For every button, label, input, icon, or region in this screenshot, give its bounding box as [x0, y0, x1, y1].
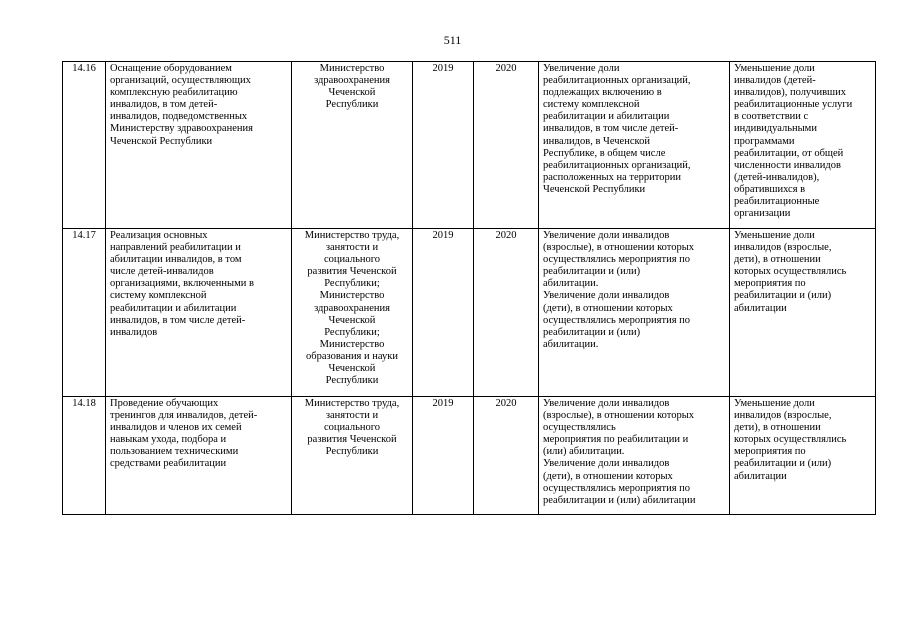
responsible-executor [292, 229, 413, 397]
table-row [63, 62, 876, 229]
activity-title-line: Министерству здравоохранения [110, 123, 253, 135]
table-body [63, 62, 876, 515]
target-indicator-line: абилитации [734, 470, 787, 482]
responsible-executor-line: занятости и [325, 410, 379, 422]
target-indicator-line: реабилитации и (или) [734, 290, 832, 302]
activity-title-line: организаций, осуществляющих [110, 75, 251, 87]
responsible-executor-line: Министерство труда, [304, 230, 400, 241]
activity-title-line: абилитации инвалидов, в том [110, 254, 242, 266]
expected-result [539, 229, 730, 397]
responsible-executor-line: социального [323, 254, 381, 266]
activity-title-line: Проведение обучающих [110, 398, 219, 409]
expected-result-line: реабилитационных организаций, [543, 159, 691, 171]
target-indicator-line: инвалидов (взрослые, [734, 242, 832, 254]
expected-result-line: подлежащих включению в [543, 87, 662, 99]
target-indicator [730, 229, 876, 397]
expected-result-line: реабилитации и абилитации [543, 111, 670, 123]
expected-result-line: систему комплексной [543, 99, 640, 111]
target-indicator-line: реабилитационные услуги [734, 99, 853, 111]
expected-result-line: осуществлялись мероприятия по [543, 482, 691, 494]
responsible-executor-line: Республики; [324, 278, 380, 290]
target-indicator-line: инвалидов), получивших [734, 87, 846, 99]
responsible-executor-line: Чеченской [328, 87, 376, 99]
responsible-executor-line: занятости и [325, 242, 379, 254]
activity-title-line: инвалидов [110, 326, 158, 338]
responsible-executor-line: Министерство [319, 63, 385, 74]
target-indicator-line: Уменьшение доли [734, 398, 815, 409]
responsible-executor-line: развития Чеченской [307, 266, 397, 278]
start-year: 2019 [413, 62, 474, 229]
target-indicator [730, 62, 876, 229]
expected-result-line: инвалидов, в Чеченской [543, 135, 650, 147]
target-indicator-line: обратившихся в [734, 183, 806, 195]
target-indicator-line: в соответствии с [734, 111, 809, 123]
target-indicator-line: мероприятия по [734, 446, 806, 458]
responsible-executor-line: Чеченской [328, 363, 376, 375]
expected-result [539, 62, 730, 229]
responsible-executor-line: Чеченской [328, 314, 376, 326]
expected-result-line: реабилитационных организаций, [543, 75, 691, 87]
target-indicator-line: реабилитации, от общей [734, 147, 844, 159]
program-activities-table [62, 61, 876, 515]
target-indicator-line: дети), в отношении [734, 254, 821, 266]
responsible-executor-line: образования и науки [306, 350, 398, 362]
responsible-executor-line: развития Чеченской [307, 434, 397, 446]
item-number: 14.17 [63, 229, 106, 397]
responsible-executor-line: Министерство [319, 338, 385, 350]
expected-result-line: Увеличение доли [543, 63, 620, 74]
expected-result-line: Увеличение доли инвалидов [543, 230, 670, 241]
expected-result-line: осуществлялись мероприятия по [543, 254, 691, 266]
target-indicator-line: Уменьшение доли [734, 230, 815, 241]
target-indicator-line: (детей-инвалидов), [734, 171, 820, 183]
end-year: 2020 [474, 62, 539, 229]
target-indicator-line: индивидуальными [734, 123, 817, 135]
activity-title-line: инвалидов и членов их семей [110, 422, 242, 434]
target-indicator-line: организации [734, 208, 791, 220]
activity-title-line: реабилитации и абилитации [110, 302, 237, 314]
activity-title-line: Реализация основных [110, 230, 208, 241]
expected-result-line: реабилитации и (или) [543, 266, 641, 278]
target-indicator-line: которых осуществлялись [734, 434, 847, 446]
responsible-executor-line: здравоохранения [314, 302, 390, 314]
expected-result-line: мероприятия по реабилитации и [543, 434, 689, 446]
expected-result-line: реабилитации и (или) абилитации [543, 494, 696, 506]
responsible-executor [292, 397, 413, 515]
activity-title-line: навыкам ухода, подбора и [110, 434, 227, 446]
activity-title-line: Чеченской Республики [110, 135, 213, 147]
item-number: 14.16 [63, 62, 106, 229]
table-row [63, 229, 876, 397]
start-year: 2019 [413, 229, 474, 397]
target-indicator-line: реабилитации и (или) [734, 458, 832, 470]
responsible-executor-line: Министерство труда, [304, 398, 400, 409]
activity-title-line: Оснащение оборудованием [110, 63, 232, 74]
target-indicator-line: программами [734, 135, 795, 147]
expected-result-line: осуществлялись мероприятия по [543, 314, 691, 326]
expected-result-line: (дети), в отношении которых [543, 302, 673, 314]
activity-title-line: организациями, включенными в [110, 278, 254, 290]
activity-title-line: средствами реабилитации [110, 458, 227, 470]
expected-result-line: осуществлялись [543, 422, 616, 434]
end-year: 2020 [474, 229, 539, 397]
expected-result-line: Увеличение доли инвалидов [543, 398, 670, 409]
target-indicator-line: дети), в отношении [734, 422, 821, 434]
target-indicator-line: численности инвалидов [734, 159, 841, 171]
target-indicator-line: инвалидов (взрослые, [734, 410, 832, 422]
responsible-executor-line: Министерство [319, 290, 385, 302]
target-indicator-line: мероприятия по [734, 278, 806, 290]
target-indicator-line: абилитации [734, 302, 787, 314]
responsible-executor-line: Республики [325, 99, 379, 111]
activity-title-line: пользованием техническими [110, 446, 239, 458]
activity-title [106, 229, 292, 397]
responsible-executor [292, 62, 413, 229]
activity-title-line: инвалидов, подведомственных [110, 111, 248, 123]
expected-result-line: абилитации. [543, 338, 599, 350]
responsible-executor-line: Республики [325, 375, 379, 387]
responsible-executor-line: здравоохранения [314, 75, 390, 87]
target-indicator-line: инвалидов (детей- [734, 75, 816, 87]
activity-title-line: направлений реабилитации и [110, 242, 241, 254]
target-indicator-line: Уменьшение доли [734, 63, 815, 74]
expected-result-line: Республике, в общем числе [543, 147, 666, 159]
activity-title-line: инвалидов, в том детей- [110, 99, 218, 111]
target-indicator-line: которых осуществлялись [734, 266, 847, 278]
expected-result [539, 397, 730, 515]
page-number: 511 [443, 33, 462, 47]
activity-title-line: тренингов для инвалидов, детей- [110, 410, 258, 422]
start-year: 2019 [413, 397, 474, 515]
responsible-executor-line: Республики; [324, 326, 380, 338]
target-indicator-line: реабилитационные [734, 196, 820, 208]
responsible-executor-line: Республики [325, 446, 379, 458]
expected-result-line: Чеченской Республики [543, 183, 646, 195]
expected-result-line: Увеличение доли инвалидов [543, 290, 670, 302]
activity-title [106, 62, 292, 229]
activity-title-line: числе детей-инвалидов [110, 266, 214, 278]
activity-title-line: инвалидов, в том числе детей- [110, 314, 246, 326]
expected-result-line: (или) абилитации. [543, 446, 625, 458]
table-row [63, 397, 876, 515]
target-indicator [730, 397, 876, 515]
expected-result-line: (взрослые), в отношении которых [543, 242, 695, 254]
expected-result-line: инвалидов, в том числе детей- [543, 123, 679, 135]
expected-result-line: абилитации. [543, 278, 599, 290]
activity-title-line: систему комплексной [110, 290, 207, 302]
expected-result-line: (взрослые), в отношении которых [543, 410, 695, 422]
expected-result-line: Увеличение доли инвалидов [543, 458, 670, 470]
expected-result-line: реабилитации и (или) [543, 326, 641, 338]
responsible-executor-line: социального [323, 422, 381, 434]
item-number: 14.18 [63, 397, 106, 515]
activity-title [106, 397, 292, 515]
activity-title-line: комплексную реабилитацию [110, 87, 238, 99]
expected-result-line: (дети), в отношении которых [543, 470, 673, 482]
expected-result-line: расположенных на территории [543, 171, 681, 183]
end-year: 2020 [474, 397, 539, 515]
